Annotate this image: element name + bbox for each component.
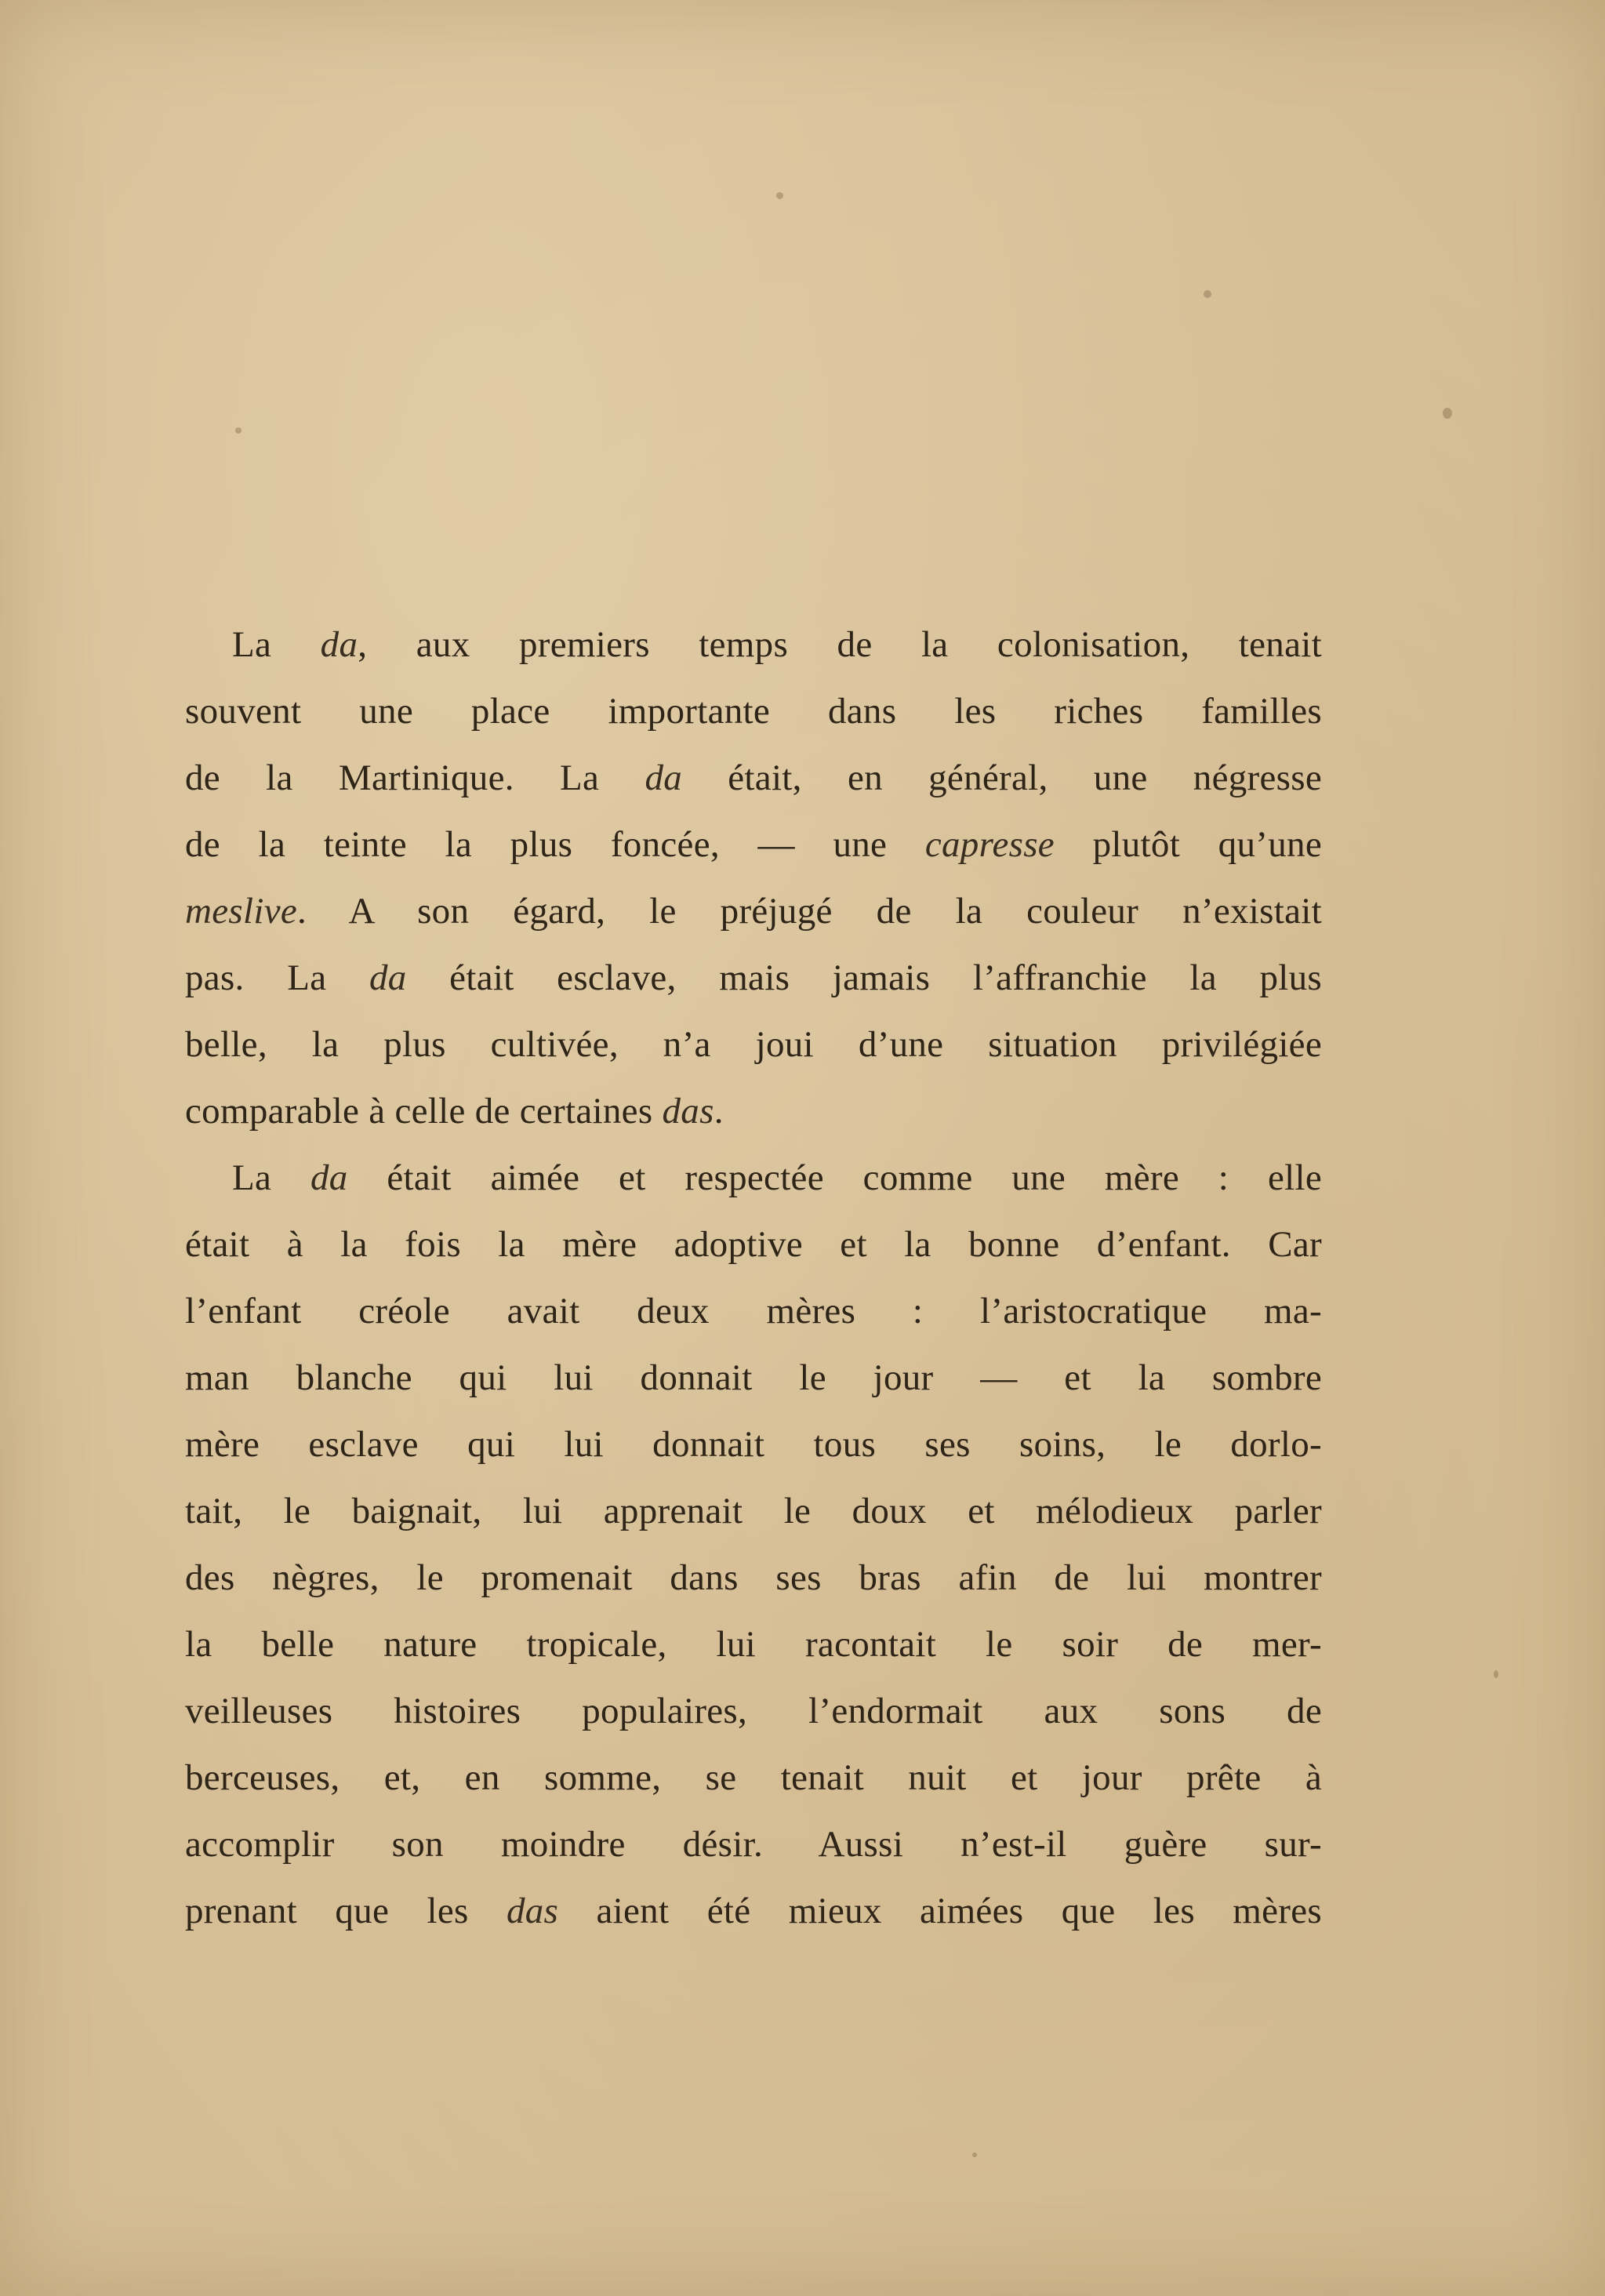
text-run: . bbox=[714, 1091, 724, 1132]
text-line bbox=[185, 745, 1322, 812]
italic-term: meslive bbox=[185, 891, 298, 932]
text-run: La bbox=[232, 1157, 310, 1198]
text-line bbox=[185, 1078, 1322, 1145]
text-run: veilleuses histoires populaires, l’endormait aux sons de bbox=[185, 1691, 1322, 1731]
italic-term: da bbox=[369, 957, 407, 998]
text-run: pas. La bbox=[185, 957, 369, 998]
paragraph bbox=[185, 1145, 1322, 1945]
text-run: mère esclave qui lui donnait tous ses soins, le dorlo- bbox=[185, 1424, 1322, 1465]
text-run: man blanche qui lui donnait le jour — et la sombre bbox=[185, 1357, 1322, 1398]
text-line bbox=[185, 1411, 1322, 1478]
italic-term: das bbox=[662, 1091, 714, 1132]
text-line bbox=[185, 1212, 1322, 1278]
text-run: , aux premiers temps de la colonisation, tenait bbox=[358, 624, 1322, 665]
text-line bbox=[185, 1745, 1322, 1811]
text-line bbox=[185, 1545, 1322, 1611]
text-run: . A son égard, le préjugé de la couleur n’existait bbox=[297, 891, 1322, 932]
text-line bbox=[185, 1811, 1322, 1878]
body-text bbox=[185, 612, 1322, 1945]
text-line bbox=[185, 1345, 1322, 1411]
text-line bbox=[185, 1278, 1322, 1345]
text-run: l’enfant créole avait deux mères : l’aristocratique ma- bbox=[185, 1291, 1322, 1331]
text-line bbox=[185, 612, 1322, 678]
text-run: était à la fois la mère adoptive et la bonne d’enfant. Car bbox=[185, 1224, 1322, 1265]
text-run: plutôt qu’une bbox=[1054, 824, 1322, 865]
text-run: la belle nature tropicale, lui racontait le soir de mer- bbox=[185, 1624, 1322, 1665]
text-run: berceuses, et, en somme, se tenait nuit et jour prête à bbox=[185, 1757, 1322, 1798]
text-run: accomplir son moindre désir. Aussi n’est-il guère sur- bbox=[185, 1824, 1322, 1865]
text-run: comparable à celle de certaines bbox=[185, 1091, 663, 1132]
paper-speck bbox=[1443, 408, 1452, 419]
text-line bbox=[185, 812, 1322, 878]
text-line bbox=[185, 945, 1322, 1012]
paragraph bbox=[185, 612, 1322, 1145]
text-run: La bbox=[232, 624, 321, 665]
text-line bbox=[185, 1012, 1322, 1078]
text-run: était esclave, mais jamais l’affranchie la plus bbox=[406, 957, 1323, 998]
paper-speck bbox=[235, 427, 241, 434]
paper-speck bbox=[1494, 1670, 1498, 1678]
text-line bbox=[185, 1478, 1322, 1545]
italic-term: da bbox=[310, 1157, 348, 1198]
text-line bbox=[185, 1145, 1322, 1212]
text-run: de la teinte la plus foncée, — une bbox=[185, 824, 925, 865]
paper-speck bbox=[776, 192, 783, 199]
text-line bbox=[185, 1878, 1322, 1945]
text-run: était aimée et respectée comme une mère : elle bbox=[347, 1157, 1322, 1198]
paper-speck bbox=[1204, 290, 1211, 298]
text-run: prenant que les bbox=[185, 1891, 507, 1931]
text-run: de la Martinique. La bbox=[185, 757, 645, 798]
text-run: souvent une place importante dans les riches familles bbox=[185, 691, 1322, 732]
text-run: était, en général, une négresse bbox=[682, 757, 1322, 798]
text-run: aient été mieux aimées que les mères bbox=[558, 1891, 1322, 1931]
text-line bbox=[185, 878, 1322, 945]
text-run: tait, le baignait, lui apprenait le doux et mélodieux parler bbox=[185, 1491, 1322, 1531]
italic-term: das bbox=[506, 1891, 559, 1931]
paper-speck bbox=[972, 2152, 977, 2157]
text-run: belle, la plus cultivée, n’a joui d’une situation privilégiée bbox=[185, 1024, 1322, 1065]
italic-term: da bbox=[320, 624, 358, 665]
text-line bbox=[185, 678, 1322, 745]
text-line bbox=[185, 1678, 1322, 1745]
text-run: des nègres, le promenait dans ses bras afin de lui montrer bbox=[185, 1557, 1322, 1598]
italic-term: da bbox=[645, 757, 683, 798]
italic-term: capresse bbox=[924, 824, 1055, 865]
text-line bbox=[185, 1611, 1322, 1678]
